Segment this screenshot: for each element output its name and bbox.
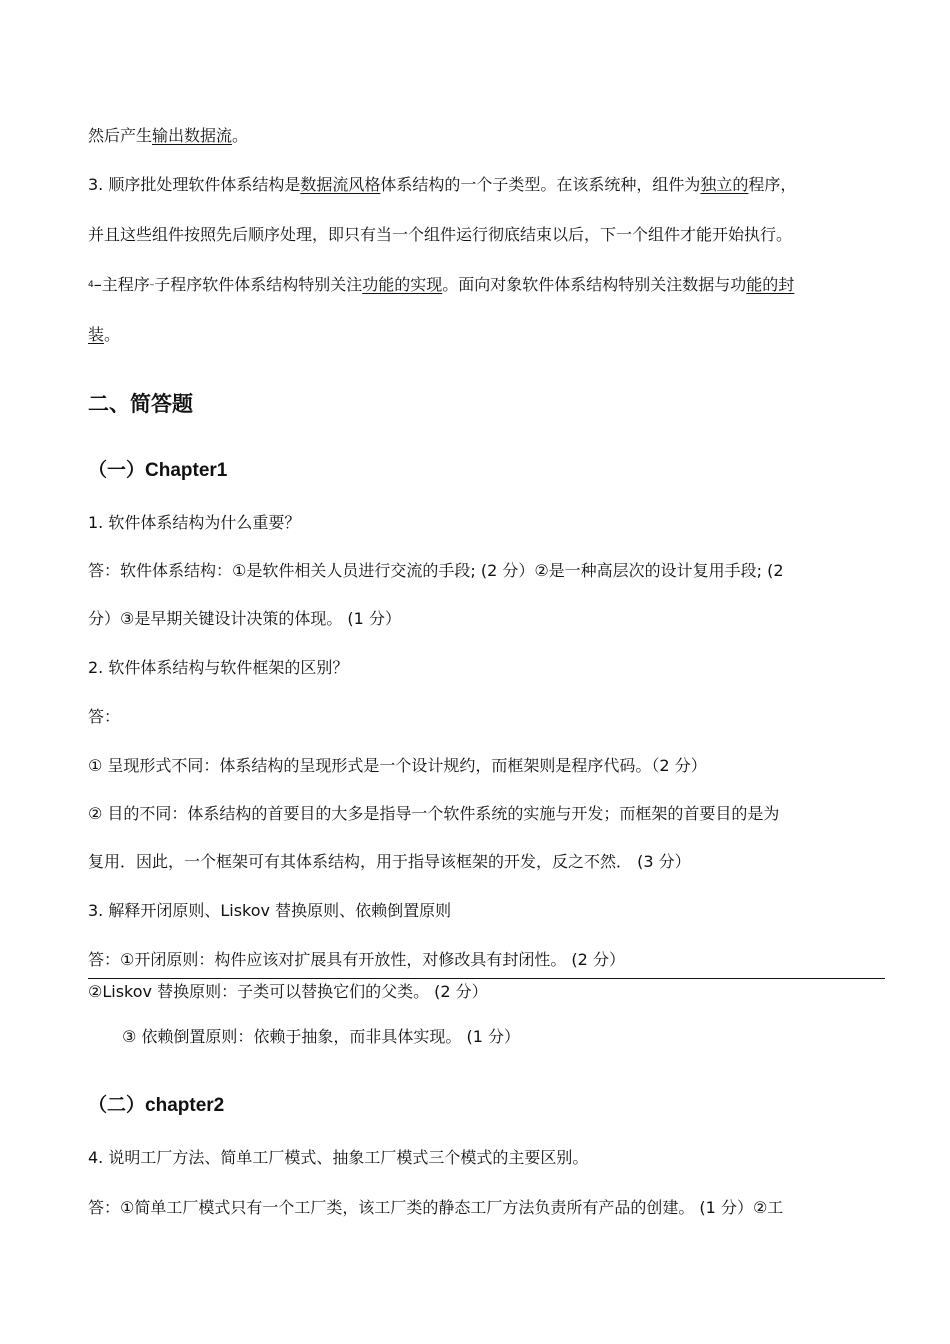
heading-prefix: （二） — [88, 1094, 146, 1116]
question-4-line-2 — [88, 325, 120, 345]
horizontal-rule — [88, 978, 885, 979]
underlined-answer: 输出数据流 — [152, 126, 233, 145]
q4-text-c: 。面向对象软件体系结构特别关注数据与功 — [442, 275, 747, 294]
underlined-answer: 独立的 — [700, 175, 749, 194]
answer-1-line-2: 分）③是早期关键设计决策的体现。 (1 分） — [88, 609, 401, 628]
q4-text-a: 主程序 — [101, 275, 150, 294]
question-3-line-1 — [88, 175, 796, 195]
question-4: 4. 说明工厂方法、简单工厂模式、抽象工厂模式三个模式的主要区别。 — [88, 1148, 589, 1167]
answer-3-line-2: ②Liskov 替换原则：子类可以替换它们的父类。 (2 分） — [88, 982, 488, 1001]
underlined-answer: 装 — [88, 325, 105, 344]
q4-text-b: 子程序软件体系结构特别关注 — [154, 275, 363, 294]
q3-text-b: 体系结构的一个子类型。在该系统种，组件为 — [380, 175, 701, 194]
chapter-1-heading — [88, 458, 227, 483]
question-3: 3. 解释开闭原则、Liskov 替换原则、依赖倒置原则 — [88, 901, 452, 920]
answer-1-line-1: 答：软件体系结构：①是软件相关人员进行交流的手段; (2 分）②是一种高层次的设计复用手段; (2 — [88, 561, 784, 580]
underlined-answer: 数据流风格 — [300, 175, 381, 194]
question-2: 2. 软件体系结构与软件框架的区别？ — [88, 658, 349, 677]
answer-3-line-1: 答：①开闭原则：构件应该对扩展具有开放性，对修改具有封闭性。 (2 分） — [88, 950, 625, 969]
heading-prefix: （一） — [88, 459, 146, 481]
dash: – — [93, 275, 102, 294]
punctuation: 。 — [104, 325, 121, 344]
paragraph-fragment — [88, 126, 248, 146]
question-1: 1. 软件体系结构为什么重要？ — [88, 513, 301, 532]
answer-2-label: 答： — [88, 707, 121, 726]
question-number: 4 — [88, 280, 94, 290]
question-3-line-2: 并且这些组件按照先后顺序处理，即只有当一个组件运行彻底结束以后，下一个组件才能开始执行。 — [88, 225, 793, 244]
chapter-name: chapter2 — [145, 1095, 225, 1116]
question-4-line-1 — [88, 275, 794, 295]
chapter-name: Chapter1 — [145, 460, 228, 481]
section-heading: 二、简答题 — [88, 392, 193, 416]
answer-2-item-1: ① 呈现形式不同：体系结构的呈现形式是一个设计规约，而框架则是程序代码。（2 分） — [88, 756, 707, 775]
q3-text-a: 3. 顺序批处理软件体系结构是 — [88, 175, 301, 194]
underlined-answer: 功能的实现 — [362, 275, 443, 294]
answer-2-item-2-line-2: 复用．因此，一个框架可有其体系结构，用于指导该框架的开发，反之不然． (3 分） — [88, 852, 691, 871]
punctuation: 。 — [232, 126, 249, 145]
chapter-2-heading — [88, 1093, 224, 1118]
answer-3-line-3: ③ 依赖倒置原则：依赖于抽象，而非具体实现。 (1 分） — [122, 1027, 521, 1046]
q3-text-c: 程序， — [748, 175, 797, 194]
answer-4-line-1: 答：①简单工厂模式只有一个工厂类，该工厂类的静态工厂方法负责所有产品的创建。 (1 分）②工 — [88, 1198, 784, 1217]
answer-2-item-2-line-1: ② 目的不同：体系结构的首要目的大多是指导一个软件系统的实施与开发；而框架的首要目的是为 — [88, 804, 780, 823]
fragment-text: 然后产生 — [88, 126, 153, 145]
dash: – — [149, 280, 155, 290]
underlined-answer: 能的封 — [746, 275, 795, 294]
